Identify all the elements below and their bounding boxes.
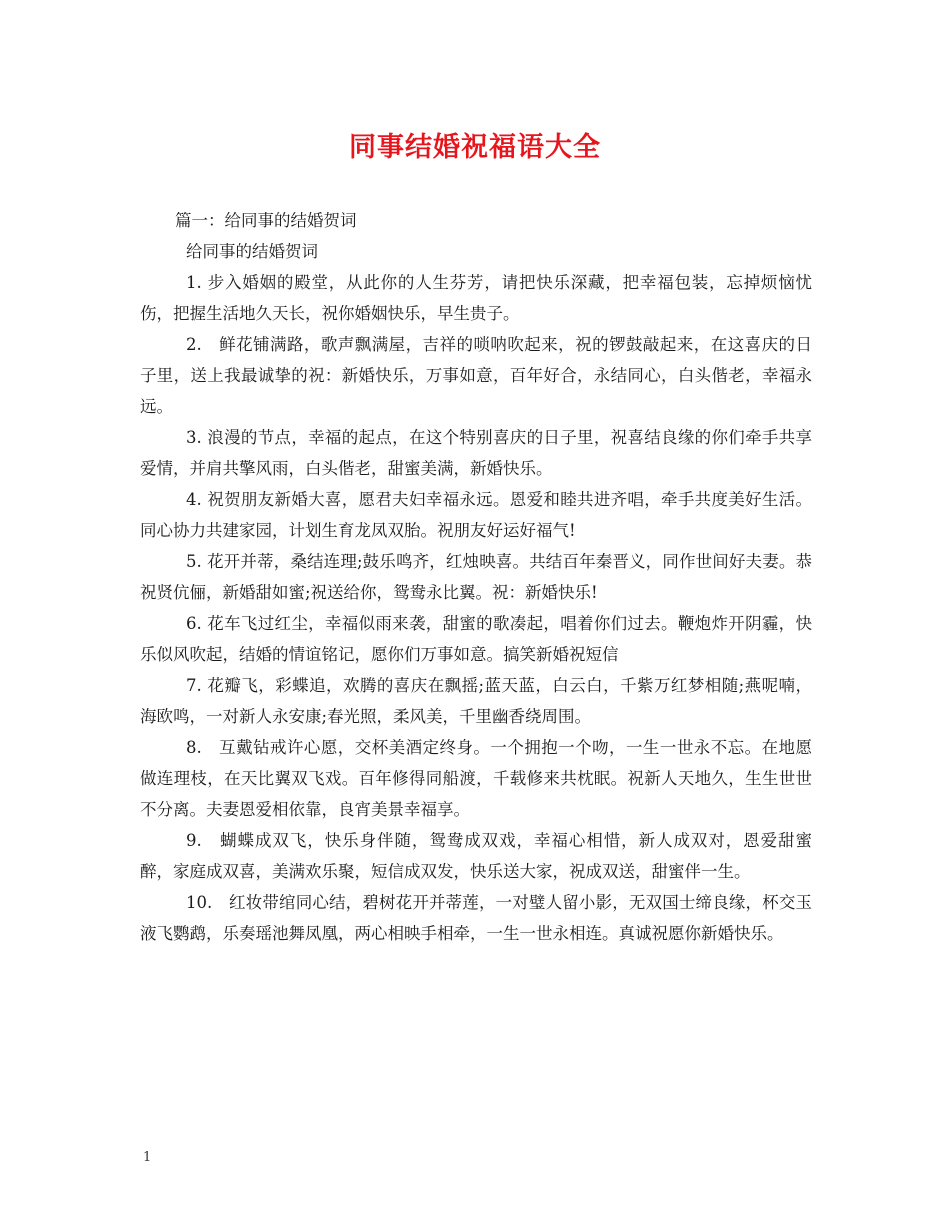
paragraph-8: 8. 互戴钻戒许心愿，交杯美酒定终身。一个拥抱一个吻，一生一世永不忘。在地愿做连理枝，在天比翼双飞戏。百年修得同船渡，千载修来共枕眠。祝新人天地久，生生世世不分离。夫妻恩爱相依靠，良宵美景幸福享。 — [140, 738, 812, 819]
document-body — [140, 205, 812, 949]
paragraph-7: 7. 花瓣飞，彩蝶追，欢腾的喜庆在飘摇;蓝天蓝，白云白，千紫万红梦相随;燕呢喃，海欧鸣，一对新人永安康;春光照，柔风美，千里幽香绕周围。 — [140, 676, 812, 726]
paragraph-2: 2. 鲜花铺满路，歌声飘满屋，吉祥的唢呐吹起来，祝的锣鼓敲起来，在这喜庆的日子里，送上我最诚挚的祝：新婚快乐，万事如意，百年好合，永结同心，白头偕老，幸福永远。 — [140, 335, 812, 416]
document-title: 同事结婚祝福语大全 — [349, 132, 601, 163]
page-number: 1 — [143, 1150, 152, 1165]
paragraph-3: 3. 浪漫的节点，幸福的起点，在这个特别喜庆的日子里，祝喜结良缘的你们牵手共享爱情，并肩共擎风雨，白头偕老，甜蜜美满，新婚快乐。 — [140, 428, 812, 478]
section-heading: 篇一：给同事的结婚贺词 — [175, 211, 357, 230]
paragraph-10: 10. 红妆带绾同心结，碧树花开并蒂莲，一对璧人留小影，无双国士缔良缘，杯交玉液飞鹦鹉，乐奏瑶池舞凤凰，两心相映手相牵，一生一世永相连。真诚祝愿你新婚快乐。 — [140, 893, 812, 943]
paragraph-4: 4. 祝贺朋友新婚大喜，愿君夫妇幸福永远。恩爱和睦共进齐唱，牵手共度美好生活。同心协力共建家园，计划生育龙凤双胎。祝朋友好运好福气! — [140, 490, 812, 540]
sub-heading: 给同事的结婚贺词 — [186, 242, 318, 261]
paragraph-5: 5. 花开并蒂，桑结连理;鼓乐鸣齐，红烛映喜。共结百年秦晋义，同作世间好夫妻。恭祝贤伉俪，新婚甜如蜜;祝送给你，鸳鸯永比翼。祝：新婚快乐! — [140, 552, 812, 602]
paragraph-9: 9. 蝴蝶成双飞，快乐身伴随，鸳鸯成双戏，幸福心相惜，新人成双对，恩爱甜蜜醉，家庭成双喜，美满欢乐聚，短信成双发，快乐送大家，祝成双送，甜蜜伴一生。 — [140, 831, 812, 881]
paragraph-1: 1. 步入婚姻的殿堂，从此你的人生芬芳，请把快乐深藏，把幸福包装，忘掉烦恼忧伤，把握生活地久天长，祝你婚姻快乐，早生贵子。 — [140, 273, 812, 323]
paragraph-6: 6. 花车飞过红尘，幸福似雨来袭，甜蜜的歌凑起，唱着你们过去。鞭炮炸开阴霾，快乐似风吹起，结婚的情谊铭记，愿你们万事如意。搞笑新婚祝短信 — [140, 614, 812, 664]
